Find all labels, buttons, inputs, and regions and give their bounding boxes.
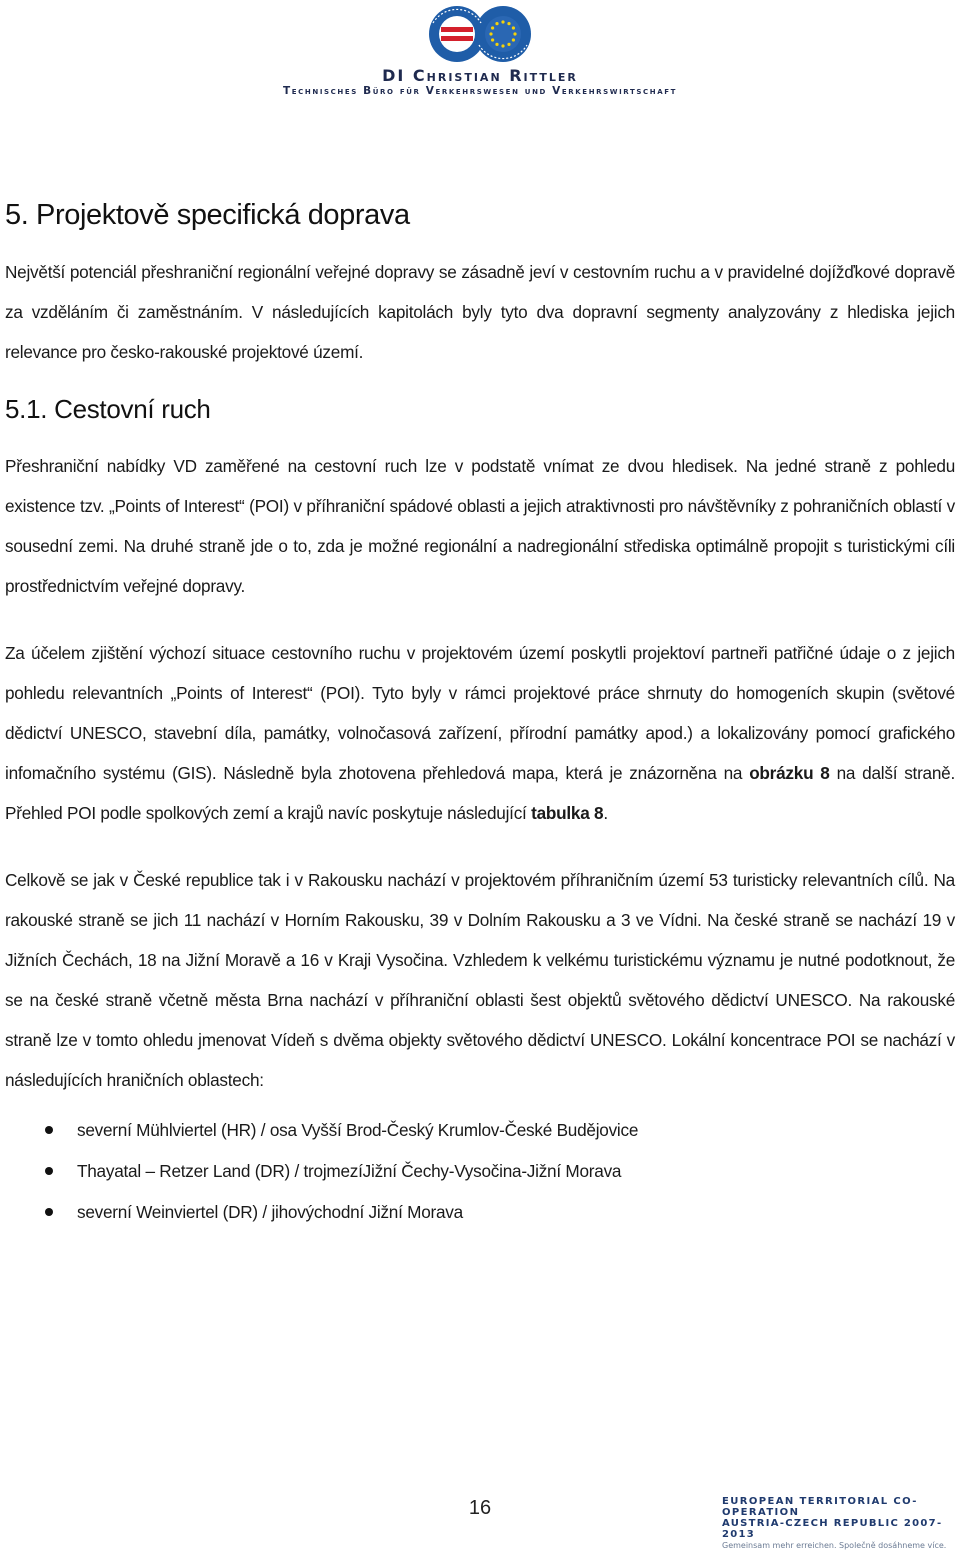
section-intro-paragraph: Největší potenciál přeshraniční regionální veřejné dopravy se zásadně jeví v cestovním ruchu a v pravidelné dojížďkové dopravě za vzděláním či zaměstnáním. V následujících kapitolách byly tyto dva dopravní segmenty analyzovány z hlediska jejich relevance pro česko-rakouské projektové území. <box>5 262 955 362</box>
list-item <box>5 1151 955 1192</box>
list-item <box>5 1110 955 1151</box>
list-item-text: Thayatal – Retzer Land (DR) / trojmezíJižní Čechy-Vysočina-Jižní Morava <box>77 1161 622 1181</box>
page-number: 16 <box>468 1497 492 1519</box>
page-header <box>0 0 960 110</box>
program-line-1: EUROPEAN TERRITORIAL CO-OPERATION <box>722 1496 918 1518</box>
company-name: DI Christian Rittler <box>382 66 578 85</box>
program-line-2: AUSTRIA-CZECH REPUBLIC 2007-2013 <box>722 1518 943 1540</box>
etc-program-logo <box>722 1496 954 1550</box>
company-subtitle: Technisches Büro für Verkehrswesen und Verkehrswirtschaft <box>283 85 677 97</box>
bullet-icon <box>45 1167 53 1175</box>
paragraph-text: Za účelem zjištění výchozí situace cestovního ruchu v projektovém území poskytli projektoví partneři patřičné údaje o z jejich pohledu relevantních „Points of Interest“ (POI). Tyto byly v rámci projektové práce shrnuty do homogeních skupin (světové dědictví UNESCO, stavební díla, památky, volnočasová zařízení, přírodní památky apod.) a lokalizovány pomocí grafického infomačního systému (GIS). Následně byla zhotovena přehledová mapa, která je znázorněna na <box>5 643 955 783</box>
document-body <box>5 192 955 1233</box>
figure-reference: obrázku 8 <box>749 763 830 783</box>
border-regions-list <box>5 1110 955 1233</box>
technische-bueros-logo <box>427 3 533 65</box>
tourism-paragraph-1: Přeshraniční nabídky VD zaměřené na cestovní ruch lze v podstatě vnímat ze dvou hledisek. Na jedné straně z pohledu existence tzv. „Points of Interest“ (POI) v příhraniční spádové oblasti a jejich atraktivnosti pro návštěvníky z pohraničních oblastí v sousední zemi. Na druhé straně jde o to, zda je možné regionální a nadregionální střediska optimálně propojit s turistickými cíli prostřednictvím veřejné dopravy. <box>5 456 955 596</box>
program-slogan: Gemeinsam mehr erreichen. Společně dosáhneme více. <box>722 1541 947 1550</box>
paragraph-text: na další straně. Přehled POI podle spolkových zemí a krajů navíc poskytuje následující <box>5 763 956 823</box>
tourism-paragraph-3: Celkově se jak v České republice tak i v Rakousku nachází v projektovém příhraničním území 53 turisticky relevantních cílů. Na rakouské straně se jich 11 nachází v Horním Rakousku, 39 v Dolním Rakousku a 3 ve Vídni. Na české straně se nachází 19 v Jižních Čechách, 18 na Jižní Moravě a 16 v Kraji Vysočina. Vzhledem k velkému turistickému významu je nutné podotknout, že se na české straně včetně města Brna nachází v příhraniční oblasti šest objektů světového dědictví UNESCO. Na rakouské straně lze v tomto ohledu jmenovat Vídeň s dvěma objekty světového dědictví UNESCO. Lokální koncentrace POI se nachází v následujících hraničních oblastech: <box>5 870 955 1090</box>
list-item-text: severní Mühlviertel (HR) / osa Vyšší Brod-Český Krumlov-České Budějovice <box>77 1120 639 1140</box>
section-heading: 5. Projektově specifická doprava <box>5 199 410 231</box>
list-item-text: severní Weinviertel (DR) / jihovýchodní Jižní Morava <box>77 1202 463 1222</box>
bullet-icon <box>45 1208 53 1216</box>
table-reference: tabulka 8 <box>531 803 604 823</box>
paragraph-text: . <box>603 803 608 823</box>
tourism-paragraph-2 <box>5 633 955 833</box>
bullet-icon <box>45 1126 53 1134</box>
list-item <box>5 1192 955 1233</box>
subsection-heading: 5.1. Cestovní ruch <box>5 394 211 424</box>
